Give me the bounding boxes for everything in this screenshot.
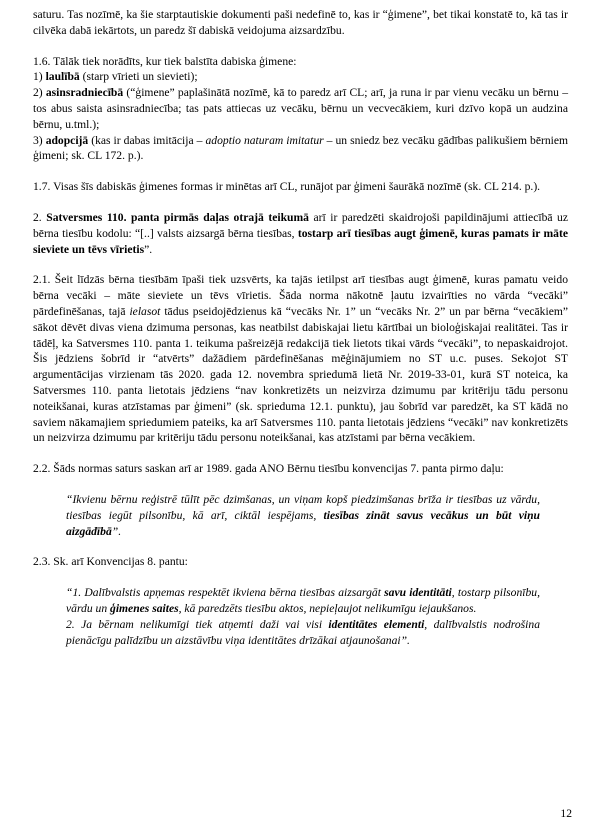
text-run: Satversmes 110. panta pirmās daļas otrajā teikumā xyxy=(46,210,309,224)
text-run: 2.3. Sk. arī Konvencijas 8. pantu: xyxy=(33,555,188,569)
paragraph xyxy=(33,54,568,70)
text-run: , dalībvalstis nodrošina pienācīgu palīdzību un aizstāvību viņa identitātes drīzākai atjaunošanai”. xyxy=(66,617,540,647)
paragraph xyxy=(33,554,568,570)
text-run: ielasot xyxy=(129,304,161,318)
text-run: tiesības zināt savus vecākus un būt viņu aizgādībā xyxy=(66,508,541,538)
text-run: adopcijā xyxy=(45,133,89,147)
text-run: 1.6. Tālāk tiek norādīts, kur tiek balstīta dabiska ģimene: xyxy=(33,54,297,68)
paragraph xyxy=(33,461,568,477)
text-run: tostarp arī tiesības augt ģimenē, kuras pamats ir māte sieviete un tēvs vīrietis xyxy=(33,226,568,256)
block-quote xyxy=(66,492,540,539)
text-run: 3) xyxy=(33,133,46,147)
text-run: 1.7. Visas šīs dabiskās ģimenes formas ir minētas arī CL, runājot par ģimeni šaurākā nozīmē (sk. CL 214. p.). xyxy=(33,180,541,194)
text-run: 1) xyxy=(33,70,46,84)
paragraph xyxy=(33,69,568,85)
paragraph xyxy=(33,133,568,165)
text-run: laulībā xyxy=(45,70,80,84)
text-run: (“ģimene” paplašinātā nozīmē, kā to paredz arī CL; arī, ja runa ir par vienu vecāku un bērnu – tos abus saista asinsradniecība; tas pats attiecas uz vecāku, bērnu un vecvecākiem, kuri dzīvo kopā un audzina bērnu, u.tml.); xyxy=(33,86,568,131)
text-run: , tostarp pilsonību, vārdu un xyxy=(66,586,540,615)
paragraph xyxy=(33,179,568,195)
text-run: (kas ir dabas imitācija – xyxy=(88,133,206,147)
paragraph xyxy=(33,210,568,257)
text-run: , kā paredzēts tiesību aktos, nepieļaujot nelikumīgu iejaukšanos. xyxy=(178,601,477,615)
paragraph xyxy=(33,7,568,39)
text-run: savu identitāti xyxy=(384,586,452,600)
text-run: ”. xyxy=(111,524,122,538)
text-run: ”. xyxy=(144,242,153,256)
document-content xyxy=(33,7,568,648)
text-run: identitātes elementi xyxy=(328,617,425,631)
text-run: 2.1. Šeit līdzās bērna tiesībām īpaši tiek uzsvērts, ka tajās ietilpst arī tiesības augt ģimenē, kuras pamatu veido bērna vecāki – māte sieviete un tēvs vīrietis. Šāda norma nākotnē ļautu izvairīties no vārda “vecāki” pārdefinēšanas, tajā xyxy=(33,273,568,318)
text-run: tādus pseidojēdzienus kā “vecāks Nr. 1” un “vecāks Nr. 2” un par bērna “vecākiem” sākot dēvēt divas viena dzimuma personas, kas neatbilst dabiskajai lietu kārtībai un bioloģiskajai realitātei. Tas ir tādēļ, ka Satversmes 110. panta 1. teikuma pašreizējā redakcijā tiek lietots tikai vārds “vecāki”, to nepaskaidrojot. Šis jēdziens šobrīd ir “atvērts” dažādiem pārdefinēšanas mēģinājumiem no ST u.c. puses. Sekojot ST argumentācijas virzienam tās 2020. gada 12. novembra spriedumā lietā Nr. 2019-33-01, kurā ST noteica, ka Satversmes 110. panta lietotais jēdziens “nav konkretizēts un neizvirza dzimumu par kritēriju tādu personu noteikšanai, kuras atzīstamas par ģimeni” (sk. sprieduma 12.1. punktu), jau šobrīd var paredzēt, ka ST kādā no saviem nākamajiem spriedumiem pateiks, ka arī Satversmes 110. panta lietotais jēdziens “vecāki” nav konkretizēts un neizvirza dzimumu par kritēriju tādu personu noteikšanai, kas atzīstami par bērna vecākiem. xyxy=(33,304,569,445)
text-run: – un sniedz bez vecāku gādības palikušiem bērniem ģimeni; sk. CL 172. p.). xyxy=(33,133,569,163)
text-run: ģimenes saites xyxy=(110,601,179,615)
text-run: arī ir paredzēti skaidrojoši papildinājumi attiecībā uz bērna tiesību kodolu: “[..] valsts aizsargā bērna tiesības, xyxy=(33,210,568,240)
block-quote xyxy=(66,617,540,649)
paragraph xyxy=(33,272,568,446)
text-run: 2.2. Šāds normas saturs saskan arī ar 1989. gada ANO Bērnu tiesību konvencijas 7. panta pirmo daļu: xyxy=(33,462,504,476)
block-quote xyxy=(66,585,540,617)
text-run: 2. xyxy=(33,210,47,224)
text-run: “1. Dalībvalstis apņemas respektēt ikviena bērna tiesības aizsargāt xyxy=(66,586,385,600)
text-run: saturu. Tas nozīmē, ka šie starptautiskie dokumenti paši nedefinē to, kas ir “ģimene”, bet tikai konstatē to, kā tas ir cilvēka dabā iekārtots, un paredz šī dabiskā veidojuma aizsardzību. xyxy=(33,8,568,37)
page-number: 12 xyxy=(560,807,572,820)
text-run: asinsradniecībā xyxy=(45,86,124,100)
text-run: 2. Ja bērnam nelikumīgi tiek atņemti daži vai visi xyxy=(66,617,329,631)
paragraph xyxy=(33,85,568,132)
text-run: 2) xyxy=(33,86,46,100)
text-run: (starp vīrieti un sievieti); xyxy=(79,70,198,84)
text-run: “Ikvienu bērnu reģistrē tūlīt pēc dzimšanas, un viņam kopš piedzimšanas brīža ir tiesības uz vārdu, tiesības iegūt pilsonību, kā arī, ciktāl iespējams, xyxy=(66,492,540,522)
text-run: adoptio naturam imitatur xyxy=(205,133,324,147)
